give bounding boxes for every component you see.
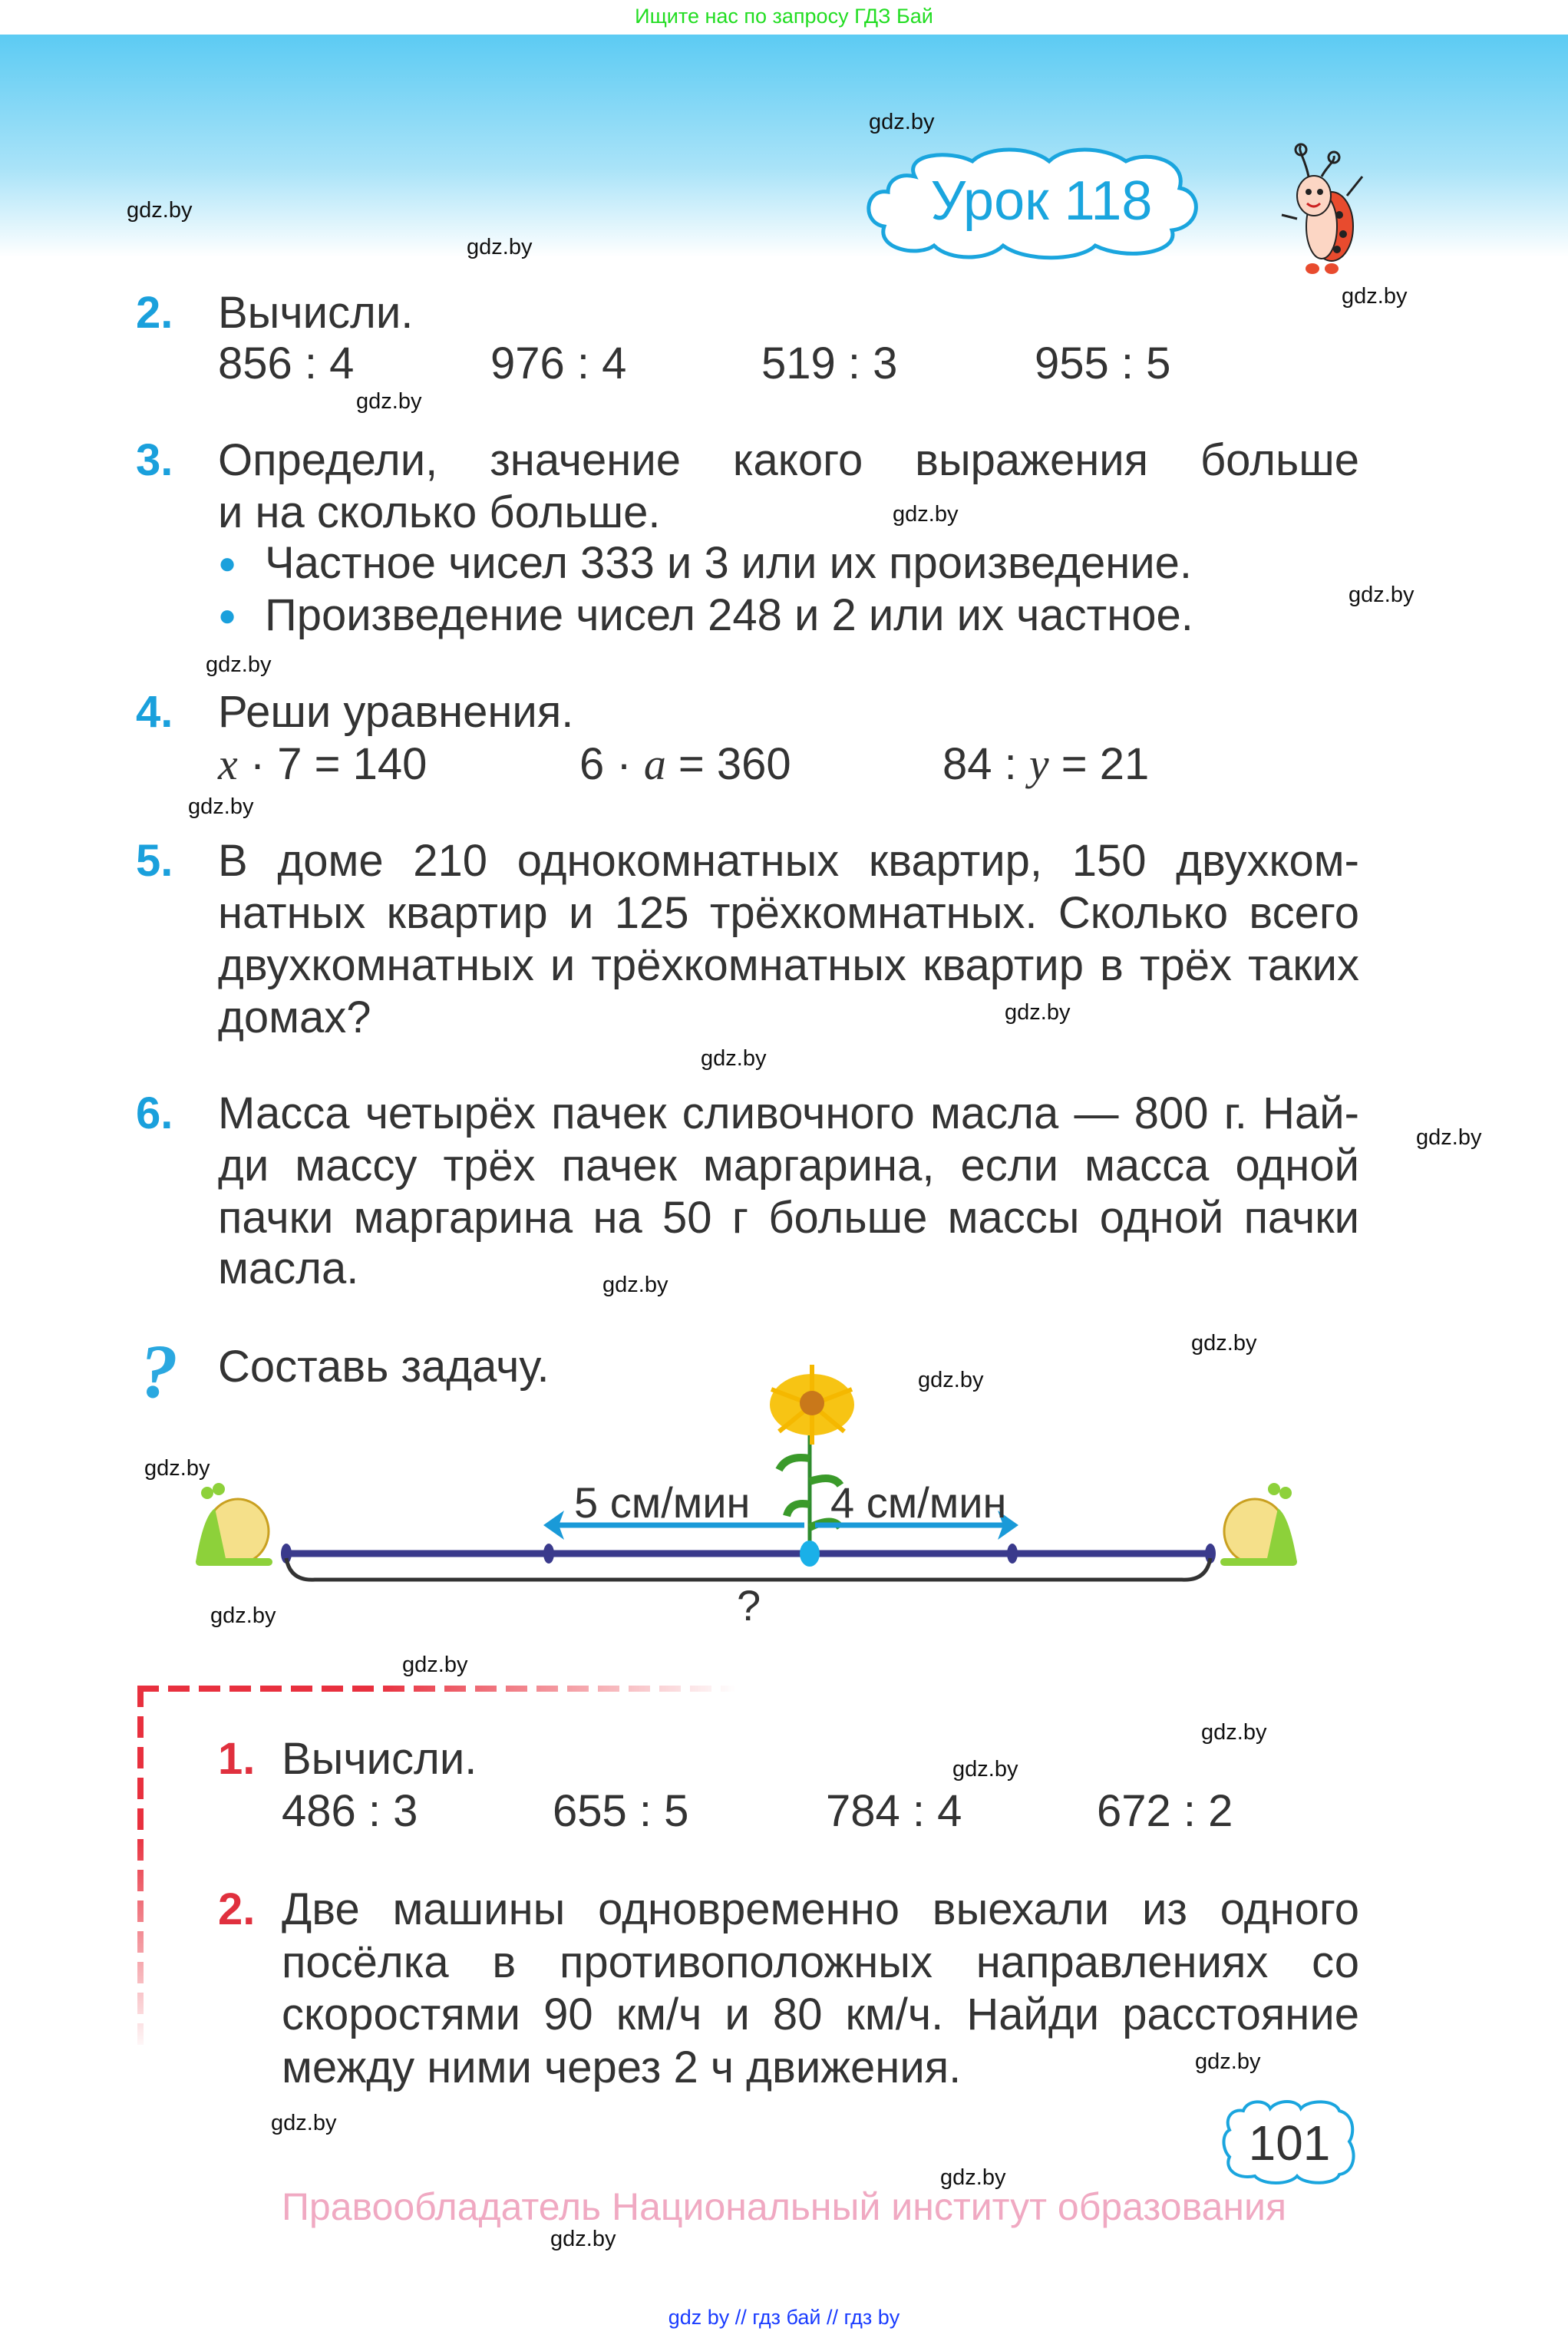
task-5-line: домах? bbox=[218, 992, 371, 1042]
watermark: gdz.by bbox=[1005, 1000, 1071, 1025]
equation bbox=[942, 738, 1149, 791]
watermark: gdz.by bbox=[206, 652, 272, 677]
extra-task-2-line: скоростями 90 км/ч и 80 км/ч. Найди расстояние bbox=[282, 1990, 1359, 2039]
top-note: Ищите нас по запросу ГДЗ Бай bbox=[635, 5, 933, 28]
watermark: gdz.by bbox=[1342, 284, 1408, 309]
watermark: gdz.by bbox=[271, 2111, 337, 2135]
equation-variable: x bbox=[218, 739, 238, 789]
expression: 486 : 3 bbox=[282, 1786, 418, 1836]
watermark: gdz.by bbox=[1416, 1125, 1482, 1150]
watermark: gdz.by bbox=[602, 1273, 668, 1297]
equation-part: · 7 = 140 bbox=[237, 739, 427, 789]
page-number: 101 bbox=[1248, 2115, 1331, 2171]
extra-task-1-title: Вычисли. bbox=[282, 1734, 477, 1784]
equation-part: = 360 bbox=[665, 739, 791, 789]
extra-task-2-number: 2. bbox=[218, 1884, 256, 1934]
task-4-title: Реши уравнения. bbox=[218, 687, 574, 737]
task-2-number: 2. bbox=[136, 288, 173, 338]
task-5-line: двухкомнатных и трёхкомнатных квартир в трёх таких bbox=[218, 940, 1359, 990]
task-3-bullet: Произведение чисел 248 и 2 или их частное. bbox=[265, 590, 1193, 640]
expression: 519 : 3 bbox=[761, 338, 898, 388]
task-3-number: 3. bbox=[136, 435, 173, 485]
task-5-line: натных квартир и 125 трёхкомнатных. Сколько всего bbox=[218, 888, 1359, 938]
task-3-bullet: Частное чисел 333 и 3 или их произведение. bbox=[265, 538, 1193, 588]
distance-brace bbox=[286, 1558, 1210, 1580]
ladybug-icon bbox=[1274, 142, 1374, 276]
expression: 655 : 5 bbox=[553, 1786, 689, 1836]
extra-task-2-line: между ними через 2 ч движения. bbox=[282, 2042, 962, 2092]
svg-text:?: ? bbox=[140, 1336, 178, 1408]
equation-part: = 21 bbox=[1048, 739, 1150, 789]
task-6-line: пачки маргарина на 50 г больше массы одной пачки bbox=[218, 1193, 1359, 1243]
bullet-icon: ● bbox=[218, 547, 237, 580]
expression: 784 : 4 bbox=[826, 1786, 962, 1836]
speed-right-label: 4 см/мин bbox=[830, 1478, 1007, 1527]
extra-task-2-line: Две машины одновременно выехали из одного bbox=[282, 1884, 1359, 1934]
footer-links[interactable]: gdz by // гдз бай // гдз by bbox=[668, 2306, 900, 2329]
watermark: gdz.by bbox=[952, 1757, 1018, 1782]
equation-part: 84 : bbox=[942, 739, 1029, 789]
watermark: gdz.by bbox=[1201, 1720, 1267, 1745]
snail-left-icon bbox=[196, 1483, 272, 1566]
watermark: gdz.by bbox=[1348, 583, 1415, 607]
compose-task-title: Составь задачу. bbox=[218, 1342, 550, 1392]
watermark: gdz.by bbox=[869, 110, 935, 134]
task-3-line: Определи, значение какого выражения больше bbox=[218, 435, 1359, 485]
snail-right-icon bbox=[1220, 1483, 1297, 1566]
watermark: gdz.by bbox=[402, 1653, 468, 1677]
expression: 672 : 2 bbox=[1097, 1786, 1233, 1836]
task-5-line: В доме 210 однокомнатных квартир, 150 двухком- bbox=[218, 836, 1359, 886]
speed-left-label: 5 см/мин bbox=[574, 1478, 751, 1527]
extra-task-1-number: 1. bbox=[218, 1734, 256, 1784]
bullet-icon: ● bbox=[218, 599, 237, 632]
task-6-line: ди массу трёх пачек маргарина, если масса одной bbox=[218, 1141, 1359, 1190]
section-border-top bbox=[137, 1686, 736, 1692]
task-3-line: и на сколько больше. bbox=[218, 487, 661, 537]
expression: 955 : 5 bbox=[1035, 338, 1171, 388]
expression: 856 : 4 bbox=[218, 338, 355, 388]
watermark: gdz.by bbox=[1191, 1331, 1257, 1356]
watermark: gdz.by bbox=[188, 794, 254, 819]
watermark: gdz.by bbox=[467, 235, 533, 259]
section-border-left bbox=[137, 1686, 144, 2054]
task-2-title: Вычисли. bbox=[218, 288, 414, 338]
watermark: gdz.by bbox=[550, 2227, 616, 2251]
watermark: gdz.by bbox=[701, 1046, 767, 1071]
watermark: gdz.by bbox=[940, 2165, 1006, 2190]
lesson-title: Урок 118 bbox=[930, 170, 1153, 232]
equation-variable: y bbox=[1028, 739, 1049, 789]
task-4-number: 4. bbox=[136, 687, 173, 737]
copyright-notice: Правообладатель Национальный институт образования bbox=[281, 2185, 1287, 2228]
watermark: gdz.by bbox=[1195, 2049, 1261, 2074]
meeting-point bbox=[800, 1541, 820, 1567]
watermark: gdz.by bbox=[127, 198, 193, 223]
task-6-number: 6. bbox=[136, 1088, 173, 1138]
extra-task-2-line: посёлка в противоположных направлениях со bbox=[282, 1937, 1359, 1987]
watermark: gdz.by bbox=[210, 1603, 276, 1628]
task-6-line: масла. bbox=[218, 1243, 359, 1293]
unknown-distance-label: ? bbox=[737, 1581, 761, 1630]
motion-diagram bbox=[0, 1305, 1568, 1650]
equation bbox=[218, 738, 427, 791]
task-6-line: Масса четырёх пачек сливочного масла — 800 г. Най- bbox=[218, 1088, 1359, 1138]
watermark: gdz.by bbox=[918, 1368, 984, 1392]
watermark: gdz.by bbox=[356, 389, 422, 414]
expression: 976 : 4 bbox=[490, 338, 627, 388]
watermark: gdz.by bbox=[893, 502, 959, 527]
equation-variable: a bbox=[643, 739, 666, 789]
watermark: gdz.by bbox=[144, 1456, 210, 1481]
equation-part: 6 · bbox=[579, 739, 644, 789]
task-5-number: 5. bbox=[136, 836, 173, 886]
equation bbox=[579, 738, 791, 791]
